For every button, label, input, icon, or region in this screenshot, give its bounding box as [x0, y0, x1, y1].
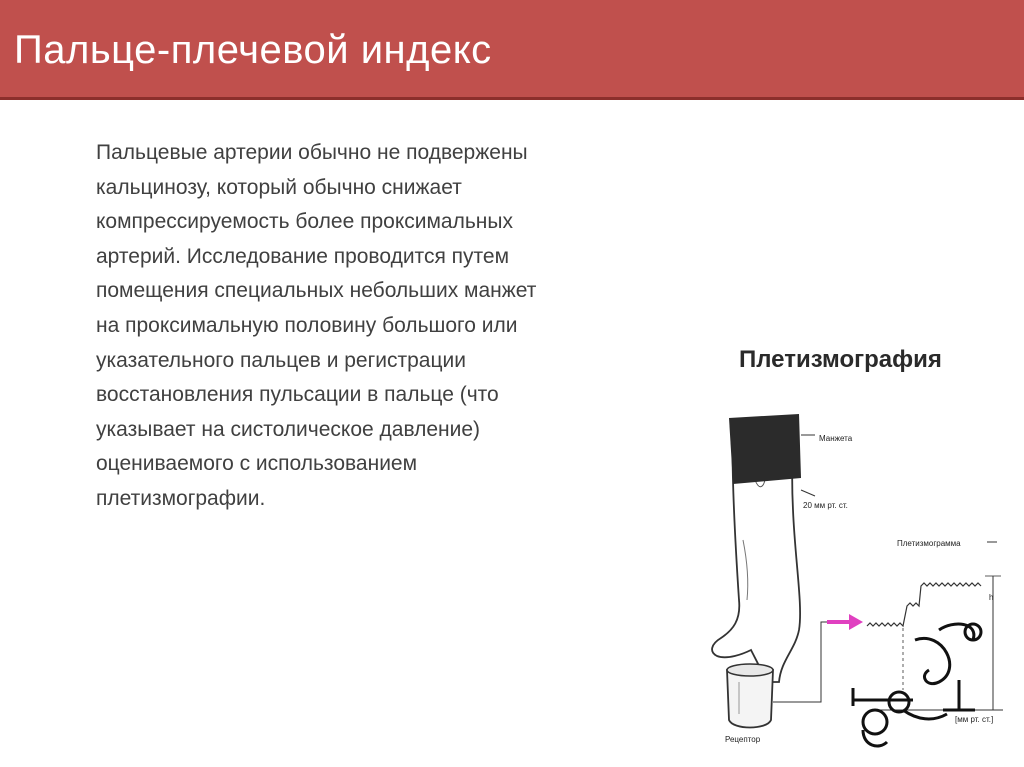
- body-paragraph: Пальцевые артерии обычно не подвержены кальцинозу, который обычно снижает компрессируемость более проксимальных артерий. Исследование проводится путем помещения специальных небольших манжет на проксимальную половину большого или указательного пальцев и регистрации восстановления пульсации в пальце (что указывает на систолическое давление) оцениваемого с использованием плетизмографии.: [96, 141, 537, 510]
- cuff-label: Манжета: [819, 434, 853, 443]
- figure-title: Плетизмография: [739, 346, 942, 373]
- plethysmography-illustration: [703, 310, 1024, 767]
- ornament-decoration: [853, 624, 981, 746]
- receptor-cup: [727, 670, 773, 728]
- pink-arrow: [849, 614, 863, 630]
- title-bar: [0, 0, 1024, 100]
- pressure-label: 20 мм рт. ст.: [803, 501, 848, 510]
- plethysmogram-label: Плетизмограмма: [897, 539, 961, 548]
- receptor-label: Рецептор: [725, 735, 761, 744]
- plethysmogram-trace: [867, 583, 981, 626]
- plethysmography-figure: [703, 310, 1024, 767]
- h-label: h: [989, 593, 994, 602]
- unit-label: [мм рт. ст.]: [955, 715, 994, 724]
- slide-title: Пальце-плечевой индекс: [14, 28, 492, 72]
- cuff-band: [729, 414, 801, 484]
